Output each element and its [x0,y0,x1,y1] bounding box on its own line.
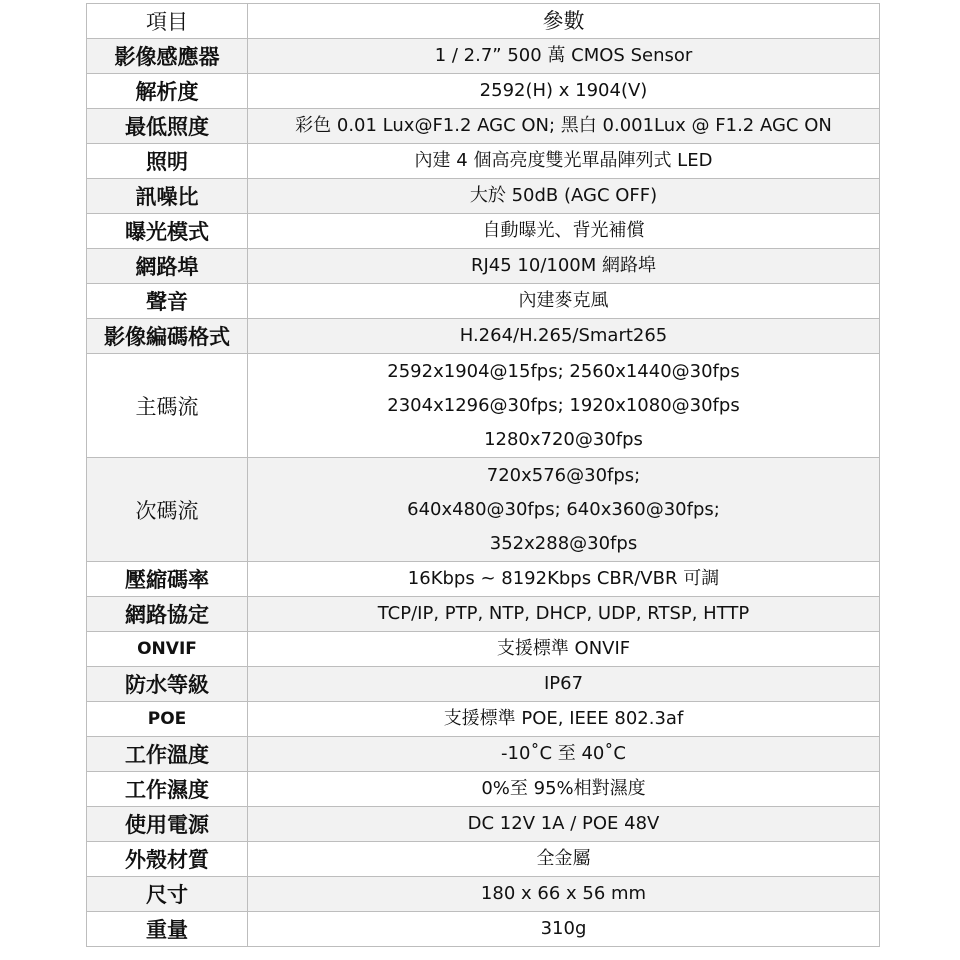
row-label: 使用電源 [87,807,248,842]
row-value: 內建麥克風 [248,284,880,319]
row-value-line: 720x576@30fps; [486,464,641,486]
row-label: 照明 [87,144,248,179]
row-label: 壓縮碼率 [87,562,248,597]
table-row [87,562,880,597]
table-row [87,354,880,458]
table-row [87,214,880,249]
row-label: 解析度 [87,74,248,109]
row-value: 大於 50dB (AGC OFF) [248,179,880,214]
table-row [87,319,880,354]
row-label: 次碼流 [87,458,248,562]
row-value: 2592(H) x 1904(V) [248,74,880,109]
table-row [87,912,880,947]
table-row [87,842,880,877]
row-value: IP67 [248,667,880,702]
row-value: TCP/IP, PTP, NTP, DHCP, UDP, RTSP, HTTP [248,597,880,632]
header-row [87,4,880,39]
row-value: 內建 4 個高亮度雙光單晶陣列式 LED [248,144,880,179]
row-label: 工作溫度 [87,737,248,772]
table-row [87,39,880,74]
row-value [248,458,880,562]
row-label: 尺寸 [87,877,248,912]
table-row [87,284,880,319]
row-value-line: 2592x1904@15fps; 2560x1440@30fps [387,360,740,382]
row-value: DC 12V 1A / POE 48V [248,807,880,842]
row-label: POE [87,702,248,737]
row-label: 主碼流 [87,354,248,458]
row-label: 外殼材質 [87,842,248,877]
row-value-line: 2304x1296@30fps; 1920x1080@30fps [387,394,740,416]
row-label: 聲音 [87,284,248,319]
row-value: 180 x 66 x 56 mm [248,877,880,912]
row-label: 曝光模式 [87,214,248,249]
row-value: RJ45 10/100M 網路埠 [248,249,880,284]
row-value: 0%至 95%相對濕度 [248,772,880,807]
row-value: 支援標準 POE, IEEE 802.3af [248,702,880,737]
table-row [87,597,880,632]
row-value: H.264/H.265/Smart265 [248,319,880,354]
table-row [87,702,880,737]
row-label: 網路協定 [87,597,248,632]
row-label: 重量 [87,912,248,947]
table-row [87,249,880,284]
table-row [87,667,880,702]
row-value [248,354,880,458]
row-label: 工作濕度 [87,772,248,807]
table-row [87,144,880,179]
row-value-line: 352x288@30fps [489,532,638,554]
table-row [87,109,880,144]
row-value: 自動曝光、背光補償 [248,214,880,249]
header-item: 項目 [87,4,248,39]
table-row [87,807,880,842]
table-row [87,74,880,109]
table-row [87,877,880,912]
row-label: 影像編碼格式 [87,319,248,354]
row-value: 310g [248,912,880,947]
table-row [87,458,880,562]
row-label: 防水等級 [87,667,248,702]
table-row [87,772,880,807]
table-row [87,179,880,214]
row-label: 訊噪比 [87,179,248,214]
row-value-line: 640x480@30fps; 640x360@30fps; [407,498,720,520]
row-value: 16Kbps ~ 8192Kbps CBR/VBR 可調 [248,562,880,597]
row-label: ONVIF [87,632,248,667]
table-row [87,632,880,667]
row-value: 1 / 2.7” 500 萬 CMOS Sensor [248,39,880,74]
row-value: 支援標準 ONVIF [248,632,880,667]
row-label: 網路埠 [87,249,248,284]
row-value-line: 1280x720@30fps [484,428,643,450]
row-value: -10˚C 至 40˚C [248,737,880,772]
row-value: 彩色 0.01 Lux@F1.2 AGC ON; 黑白 0.001Lux @ F1.2 AGC ON [248,109,880,144]
spec-table [86,3,880,947]
row-label: 影像感應器 [87,39,248,74]
row-label: 最低照度 [87,109,248,144]
header-param: 參數 [248,4,880,39]
table-row [87,737,880,772]
row-value: 全金屬 [248,842,880,877]
